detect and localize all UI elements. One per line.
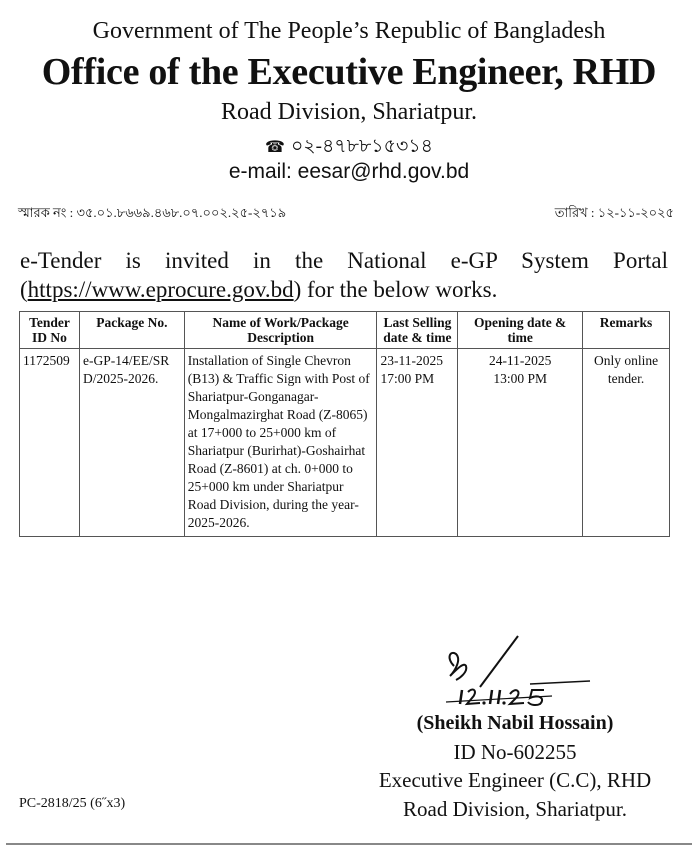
bottom-divider [6, 843, 692, 845]
cell-remarks: Only online tender. [583, 349, 670, 537]
pc-number: PC-2818/25 (6˝x3) [19, 796, 126, 811]
header-tender-id: Tender ID No [20, 312, 80, 349]
office-title: Office of the Executive Engineer, RHD [41, 51, 657, 93]
tender-table [19, 311, 670, 537]
signatory-division: Road Division, Shariatpur. [403, 797, 627, 821]
signatory-id: ID No-602255 [453, 740, 577, 764]
cell-work-name: Installation of Single Chevron (B13) & Traffic Sign with Post of Shariatpur-Gonganagar-Mongalmazirghat Road (Z-8065) at 17+000 to 25+000 km of Shariatpur (Burirhat)-Goshairhat Road (Z-8601) at ch. 0+000 to 25+000 km under Shariatpur Road Division, during the year-2025-2026. [184, 349, 377, 537]
eprocure-link[interactable]: https://www.eprocure.gov.bd [27, 277, 294, 302]
table-header-row [20, 312, 670, 349]
division-name: Road Division, Shariatpur. [221, 99, 477, 125]
cell-opening [458, 349, 583, 537]
government-title: Government of The People’s Republic of Bangladesh [92, 18, 606, 44]
memo-date: তারিখ : ১২-১১-২০২৫ [554, 205, 674, 220]
table-row [20, 349, 670, 537]
header-last-selling: Last Selling date & time [377, 312, 458, 349]
phone-number: ০২-৪৭৮৮১৫৩১৪ [290, 136, 433, 157]
header-package: Package No. [79, 312, 184, 349]
memo-reference: স্মারক নং : ৩৫.০১.৮৬৬৯.৪৬৮.০৭.০০২.২৫-২৭১৯ [18, 205, 287, 220]
signatory-name: (Sheikh Nabil Hossain) [416, 712, 614, 734]
telephone-icon: ☎ [265, 137, 285, 156]
cell-tender-id: 1172509 [20, 349, 80, 537]
email-line: e-mail: eesar@rhd.gov.bd [228, 160, 470, 183]
opening-date: 24-11-2025 [488, 353, 552, 368]
header-opening: Opening date & time [458, 312, 583, 349]
opening-time: 13:00 PM [493, 371, 547, 386]
header-remarks: Remarks [583, 312, 670, 349]
cell-package: e-GP-14/EE/SRD/2025-2026. [79, 349, 184, 537]
cell-last-selling [377, 349, 458, 537]
last-selling-time: 17:00 PM [380, 371, 435, 386]
handwritten-signature [440, 632, 600, 712]
last-selling-date: 23-11-2025 [380, 353, 443, 368]
signatory-title: Executive Engineer (C.C), RHD [378, 768, 652, 792]
intro-text-after: ) for the below works. [293, 277, 498, 302]
intro-paragraph [20, 246, 668, 304]
header-work-name: Name of Work/Package Description [184, 312, 377, 349]
intro-text-before: e-Tender is invited in the National e-GP System Portal ( [20, 248, 668, 302]
